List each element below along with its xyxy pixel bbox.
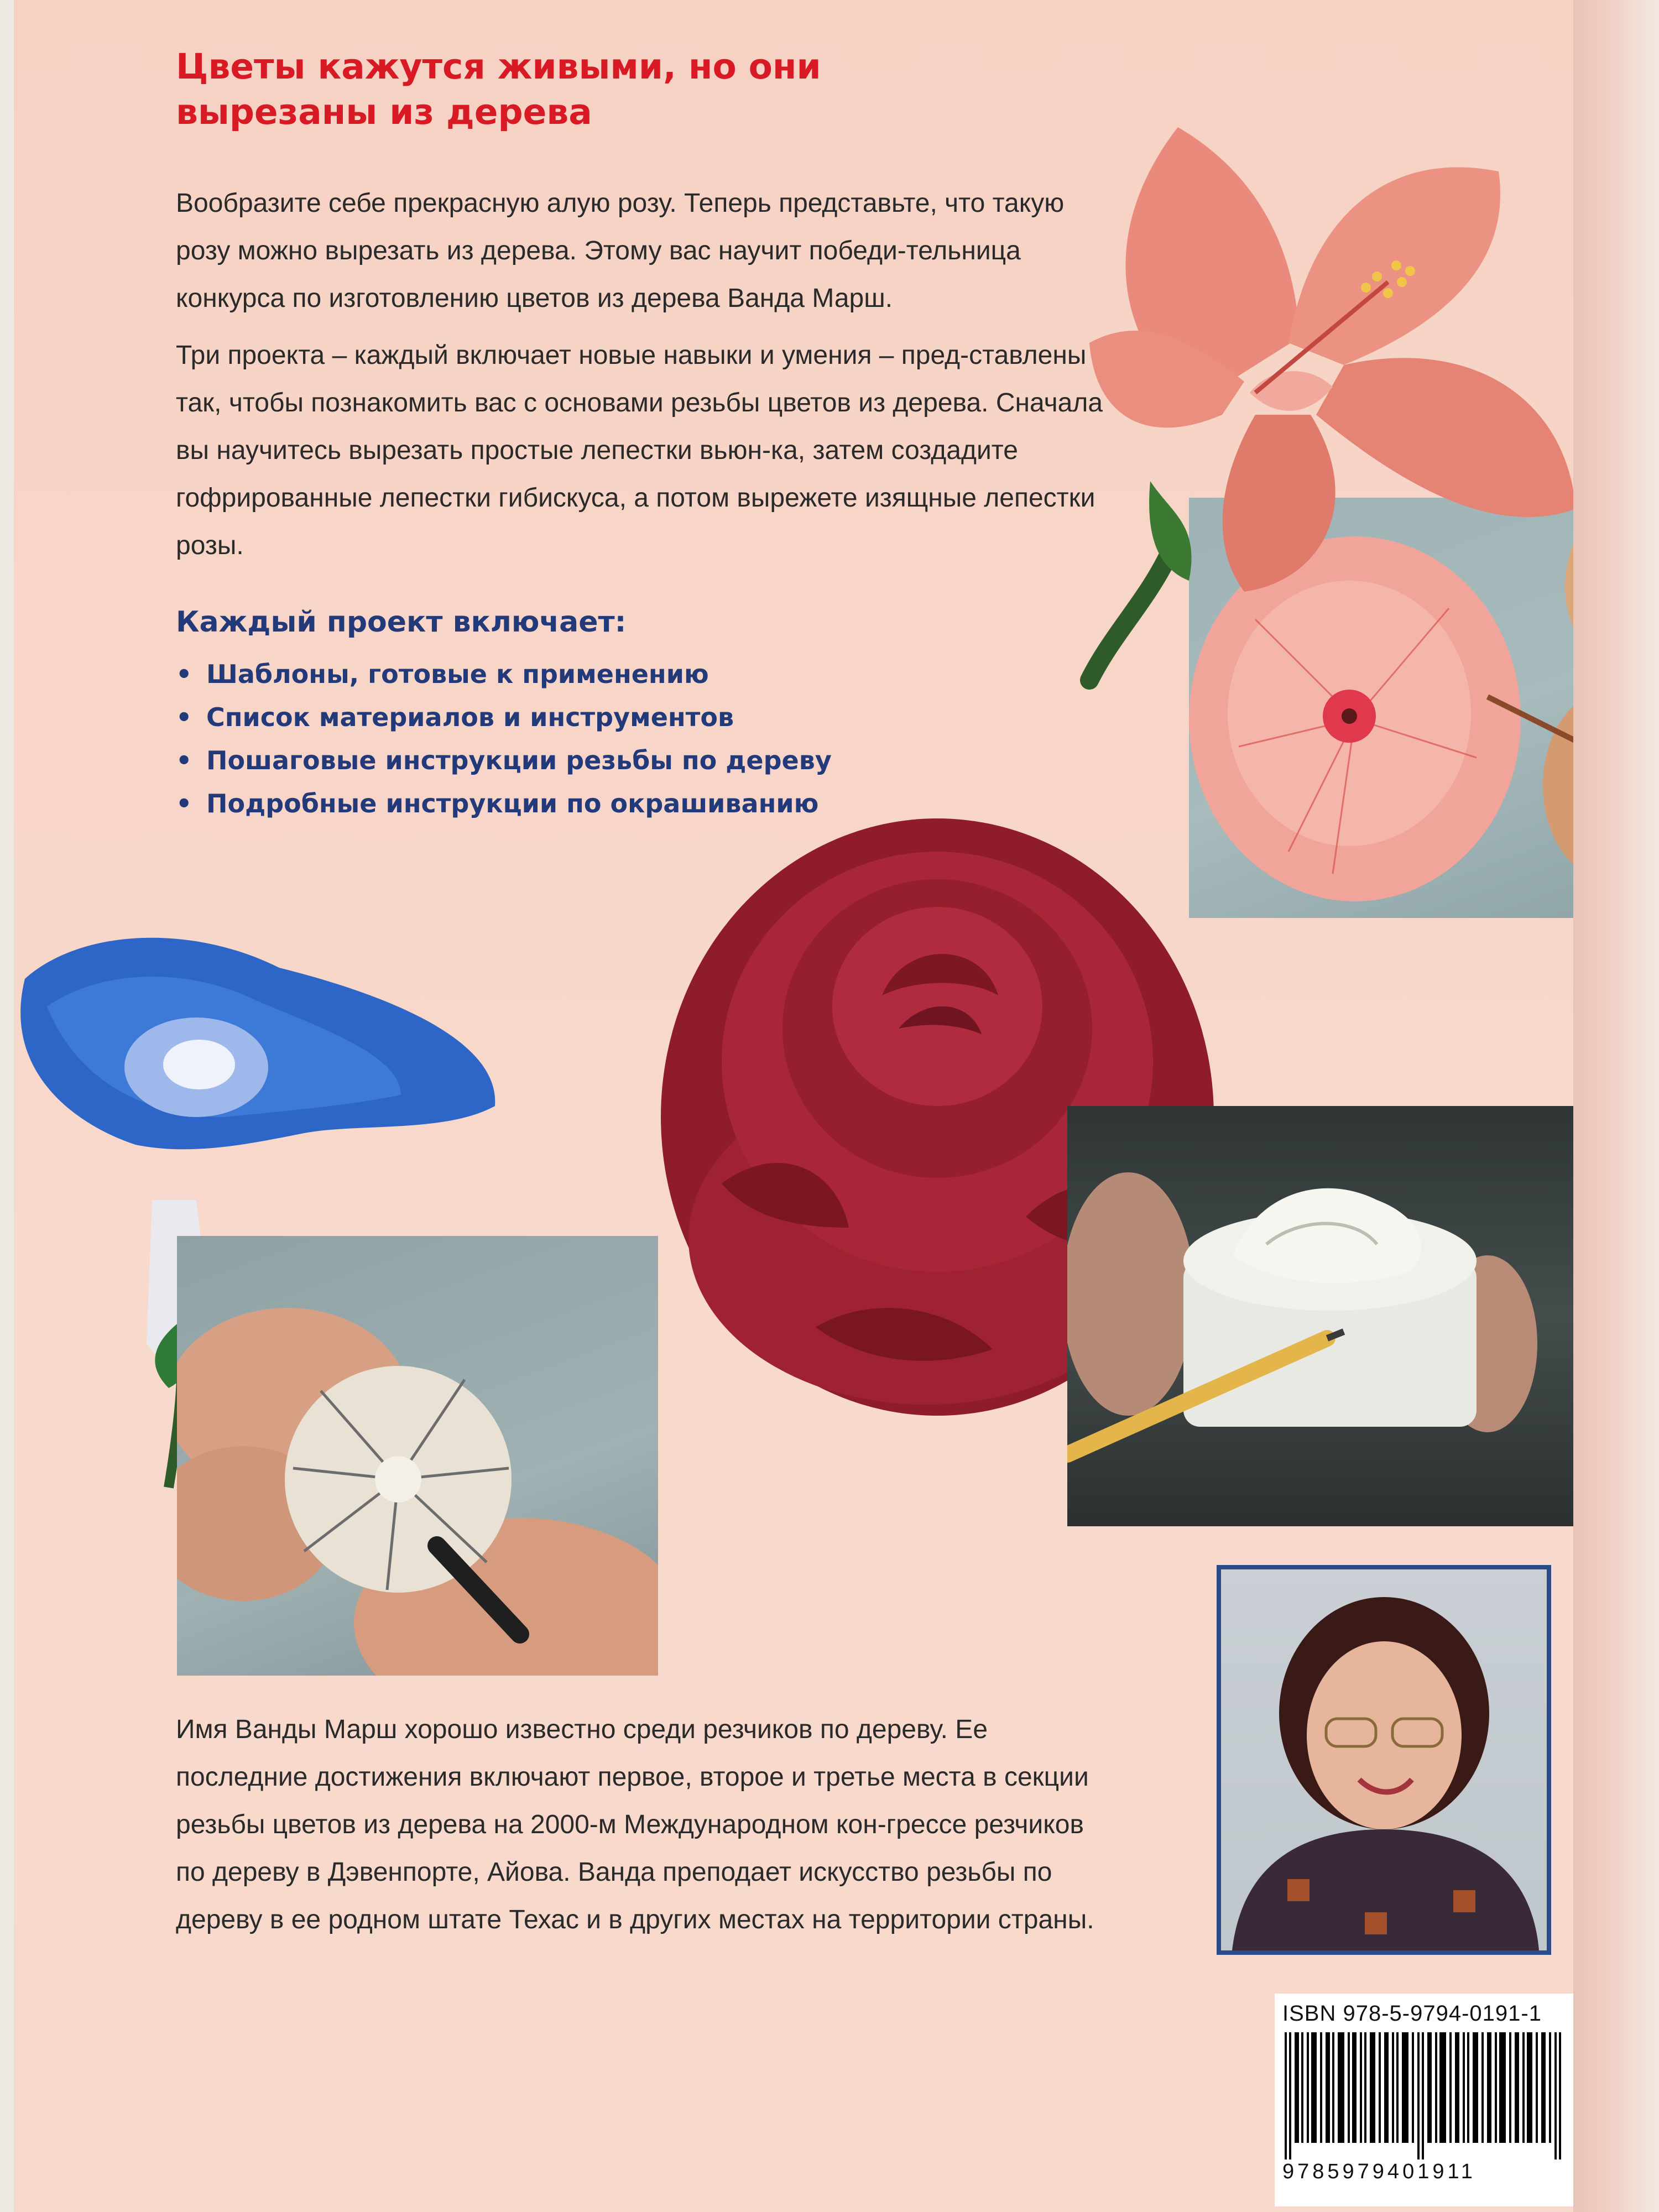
rose-carving-photo <box>1067 1106 1573 1526</box>
back-cover <box>14 0 1573 2212</box>
cover-title-line2: вырезаны из дерева <box>176 92 592 132</box>
rose-carving-image <box>1067 1106 1573 1526</box>
features-item: • Шаблоны, готовые к применению <box>176 653 839 696</box>
book-spine-edge <box>1573 0 1659 2212</box>
cover-title <box>176 44 1005 135</box>
isbn-label: ISBN 978-5-9794-0191-1 <box>1282 2001 1542 2026</box>
intro-paragraph-2: Три проекта – каждый включает новые навыки и умения – пред-ставлены так, чтобы познакомить вас с основами резьбы цветов из дерева. Сначала вы научитесь вырезать простые лепестки вьюн-ка, затем создадите гофрированные лепестки гибискуса, а потом вырежете изящные лепестки розы. <box>176 341 1103 560</box>
isbn-barcode-block <box>1275 1994 1573 2206</box>
features-heading: Каждый проект включает: <box>176 606 627 639</box>
cover-title-line1: Цветы кажутся живыми, но они <box>176 46 821 87</box>
features-item: • Подробные инструкции по окрашиванию <box>176 782 839 825</box>
author-portrait-image <box>1221 1569 1547 1950</box>
author-bio: Имя Ванды Марш хорошо известно среди резчиков по дереву. Ее последние достижения включают первое, второе и третье места в секции резьбы цветов из дерева на 2000-м Международном кон-грессе резчиков по дереву в Дэвенпорте, Айова. Ванда преподает искусство резьбы по дереву в ее родном штате Техас и в других местах на территории страны. <box>176 1715 1094 1934</box>
barcode-digits: 9785979401911 <box>1282 2160 1476 2183</box>
morning-glory-carving-image <box>177 1236 658 1676</box>
barcode-image <box>1282 2032 1568 2159</box>
author-photo <box>1217 1565 1551 1955</box>
morning-glory-carving-photo <box>177 1236 658 1676</box>
intro-paragraph-1: Вообразите себе прекрасную алую розу. Теперь представьте, что такую розу можно вырезать из дерева. Этому вас научит победи-тельница конкурса по изготовлению цветов из дерева Ванда Марш. <box>176 189 1065 313</box>
features-item: • Пошаговые инструкции резьбы по дереву <box>176 739 839 782</box>
hibiscus-flower-image <box>1078 105 1573 691</box>
features-item: • Список материалов и инструментов <box>176 696 839 739</box>
